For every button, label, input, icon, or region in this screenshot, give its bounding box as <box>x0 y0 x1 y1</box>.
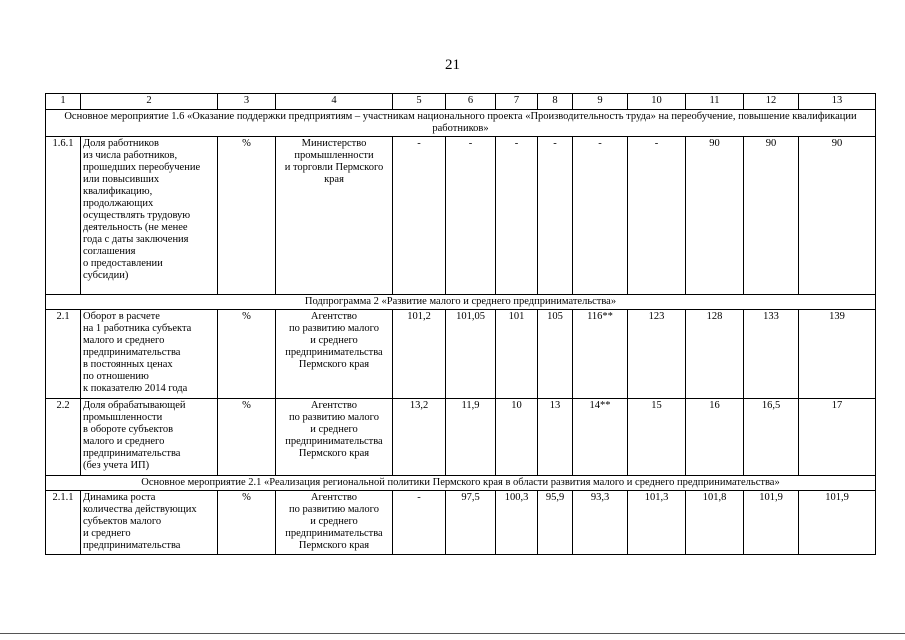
value-cell: 133 <box>744 310 799 399</box>
section-title: Основное мероприятие 2.1 «Реализация региональной политики Пермского края в области развития малого и среднего предпринимательства» <box>46 476 876 491</box>
value-cell: 101 <box>496 310 538 399</box>
value-cell: 93,3 <box>573 491 628 555</box>
unit: % <box>218 310 276 399</box>
indicator-name: Динамика роста количества действующих субъектов малого и среднего предпринимательства <box>81 491 218 555</box>
value-cell: 11,9 <box>446 399 496 476</box>
page-edge-line <box>0 633 905 634</box>
column-number: 6 <box>446 94 496 110</box>
value-cell: 13 <box>538 399 573 476</box>
column-number: 10 <box>628 94 686 110</box>
value-cell: 14** <box>573 399 628 476</box>
section-title: Основное мероприятие 1.6 «Оказание поддержки предприятиям – участникам национального проекта «Производительность труда» на переобучение, повышение квалификации работников» <box>46 110 876 137</box>
column-number: 8 <box>538 94 573 110</box>
row-number: 2.1.1 <box>46 491 81 555</box>
value-cell: 128 <box>686 310 744 399</box>
value-cell: - <box>628 137 686 295</box>
value-cell: - <box>446 137 496 295</box>
section-row <box>46 295 876 310</box>
unit: % <box>218 399 276 476</box>
column-number: 5 <box>393 94 446 110</box>
column-number: 12 <box>744 94 799 110</box>
section-row <box>46 110 876 137</box>
indicators-table <box>45 93 876 555</box>
column-number: 9 <box>573 94 628 110</box>
column-number: 7 <box>496 94 538 110</box>
value-cell: 90 <box>799 137 876 295</box>
column-number: 13 <box>799 94 876 110</box>
value-cell: 101,9 <box>744 491 799 555</box>
executor: Министерство промышленности и торговли Пермского края <box>276 137 393 295</box>
section-title: Подпрограмма 2 «Развитие малого и среднего предпринимательства» <box>46 295 876 310</box>
value-cell: 100,3 <box>496 491 538 555</box>
page-number: 21 <box>445 57 460 73</box>
value-cell: 13,2 <box>393 399 446 476</box>
table-row <box>46 491 876 555</box>
executor: Агентство по развитию малого и среднего предпринимательства Пермского края <box>276 310 393 399</box>
unit: % <box>218 137 276 295</box>
value-cell: 139 <box>799 310 876 399</box>
unit: % <box>218 491 276 555</box>
value-cell: 97,5 <box>446 491 496 555</box>
row-number: 1.6.1 <box>46 137 81 295</box>
column-number: 4 <box>276 94 393 110</box>
value-cell: 116** <box>573 310 628 399</box>
executor: Агентство по развитию малого и среднего предпринимательства Пермского края <box>276 491 393 555</box>
value-cell: 15 <box>628 399 686 476</box>
value-cell: 101,05 <box>446 310 496 399</box>
value-cell: 101,8 <box>686 491 744 555</box>
column-number: 2 <box>81 94 218 110</box>
value-cell: 123 <box>628 310 686 399</box>
row-number: 2.2 <box>46 399 81 476</box>
value-cell: 101,9 <box>799 491 876 555</box>
value-cell: 90 <box>744 137 799 295</box>
value-cell: - <box>573 137 628 295</box>
column-number-row <box>46 94 876 110</box>
value-cell: - <box>393 491 446 555</box>
value-cell: 16 <box>686 399 744 476</box>
value-cell: 10 <box>496 399 538 476</box>
value-cell: - <box>496 137 538 295</box>
column-number: 3 <box>218 94 276 110</box>
value-cell: 16,5 <box>744 399 799 476</box>
value-cell: - <box>393 137 446 295</box>
value-cell: 105 <box>538 310 573 399</box>
indicator-name: Оборот в расчете на 1 работника субъекта малого и среднего предпринимательства в постоянных ценах по отношению к показателю 2014 года <box>81 310 218 399</box>
row-number: 2.1 <box>46 310 81 399</box>
value-cell: 95,9 <box>538 491 573 555</box>
value-cell: 17 <box>799 399 876 476</box>
table-row <box>46 399 876 476</box>
section-row <box>46 476 876 491</box>
indicator-name: Доля работников из числа работников, прошедших переобучение или повысивших квалификацию, продолжающих осуществлять трудовую деятельность (не менее года с даты заключения соглашения о предоставлении субсидии) <box>81 137 218 295</box>
value-cell: - <box>538 137 573 295</box>
column-number: 11 <box>686 94 744 110</box>
value-cell: 101,2 <box>393 310 446 399</box>
indicator-name: Доля обрабатывающей промышленности в обороте субъектов малого и среднего предпринимательства (без учета ИП) <box>81 399 218 476</box>
table-row <box>46 310 876 399</box>
table-row <box>46 137 876 295</box>
value-cell: 90 <box>686 137 744 295</box>
executor: Агентство по развитию малого и среднего предпринимательства Пермского края <box>276 399 393 476</box>
column-number: 1 <box>46 94 81 110</box>
value-cell: 101,3 <box>628 491 686 555</box>
